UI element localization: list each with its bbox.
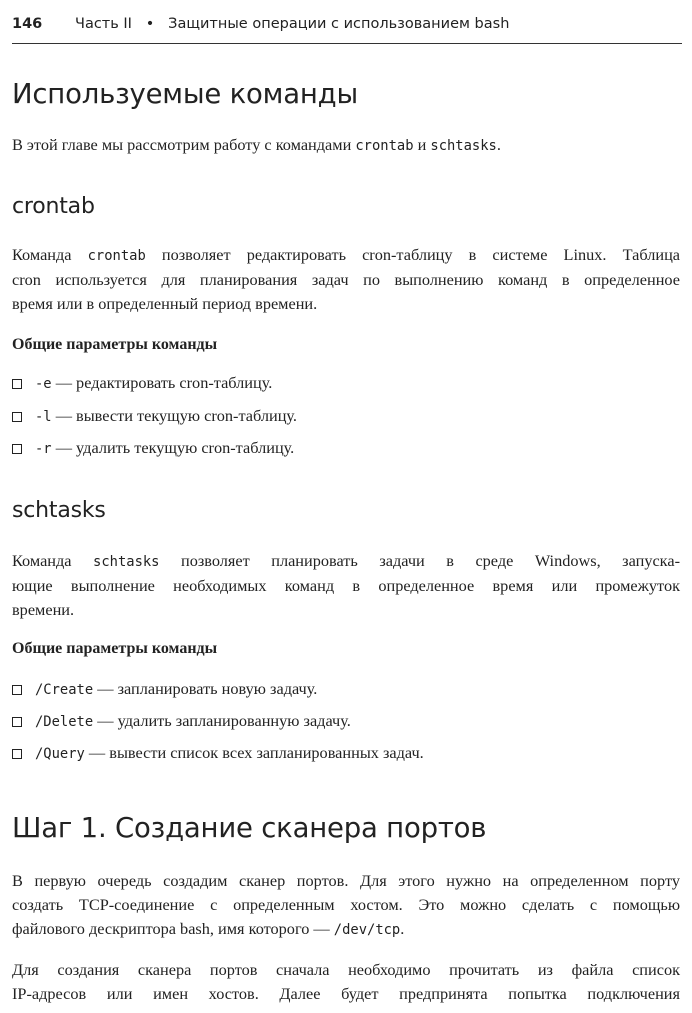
checkbox-bullet-icon	[12, 444, 22, 454]
code-crontab-inline: crontab	[87, 248, 146, 264]
step1-paragraph-2: Для создания сканера портов сначала необходимо прочитать из файла список IP-адресов или имен хостов. Далее будет предпринята попытка подключения	[12, 960, 680, 1003]
list-item: -l — вывести текущую cron-таблицу.	[12, 404, 297, 429]
section-title-step1: Шаг 1. Создание сканера портов	[12, 812, 487, 844]
schtasks-params-heading: Общие параметры команды	[12, 640, 218, 657]
subsection-title-schtasks: schtasks	[12, 498, 106, 523]
crontab-description: Команда crontab позволяет редактировать cron-таблицу в системе Linux. Таблица cron используется для планирования задач по выполнению команд в определенное время или в определенный период времени.	[12, 245, 681, 313]
list-item: -e — редактировать cron-таблицу.	[12, 371, 272, 396]
checkbox-bullet-icon	[12, 717, 22, 727]
checkbox-bullet-icon	[12, 379, 22, 389]
part-label: Часть II	[75, 16, 132, 32]
checkbox-bullet-icon	[12, 412, 22, 422]
list-item: /Query — вывести список всех запланированных задач.	[12, 741, 424, 766]
code-dev-tcp: /dev/tcp	[333, 922, 401, 938]
chapter-title: Защитные операции с использованием bash	[168, 16, 510, 32]
code-crontab: crontab	[355, 138, 414, 154]
checkbox-bullet-icon	[12, 749, 22, 759]
subsection-title-crontab: crontab	[12, 194, 95, 219]
page-number: 146	[12, 16, 43, 32]
list-item: /Create — запланировать новую задачу.	[12, 677, 317, 702]
section-title-commands: Используемые команды	[12, 78, 358, 110]
checkbox-bullet-icon	[12, 685, 22, 695]
header-separator: •	[145, 16, 155, 32]
step1-paragraph-1: В первую очередь создадим сканер портов. Для этого нужно на определенном порту создать TCP-соединение с определенным хостом. Это можно сделать с помощью файлового дескриптора bash, имя которого — /dev/tcp.	[12, 871, 680, 938]
schtasks-description: Команда schtasks позволяет планировать задачи в среде Windows, запуска- ющие выполнение необходимых команд в определенное время или промежуток времени.	[12, 551, 680, 619]
crontab-params-heading: Общие параметры команды	[12, 336, 218, 353]
running-header	[12, 16, 682, 42]
list-item: /Delete — удалить запланированную задачу.	[12, 709, 351, 734]
commands-intro: В этой главе мы рассмотрим работу с командами crontab и schtasks.	[12, 135, 501, 154]
header-rule	[12, 43, 682, 44]
list-item: -r — удалить текущую cron-таблицу.	[12, 436, 294, 461]
code-schtasks: schtasks	[430, 138, 497, 154]
code-schtasks-inline: schtasks	[93, 554, 160, 570]
